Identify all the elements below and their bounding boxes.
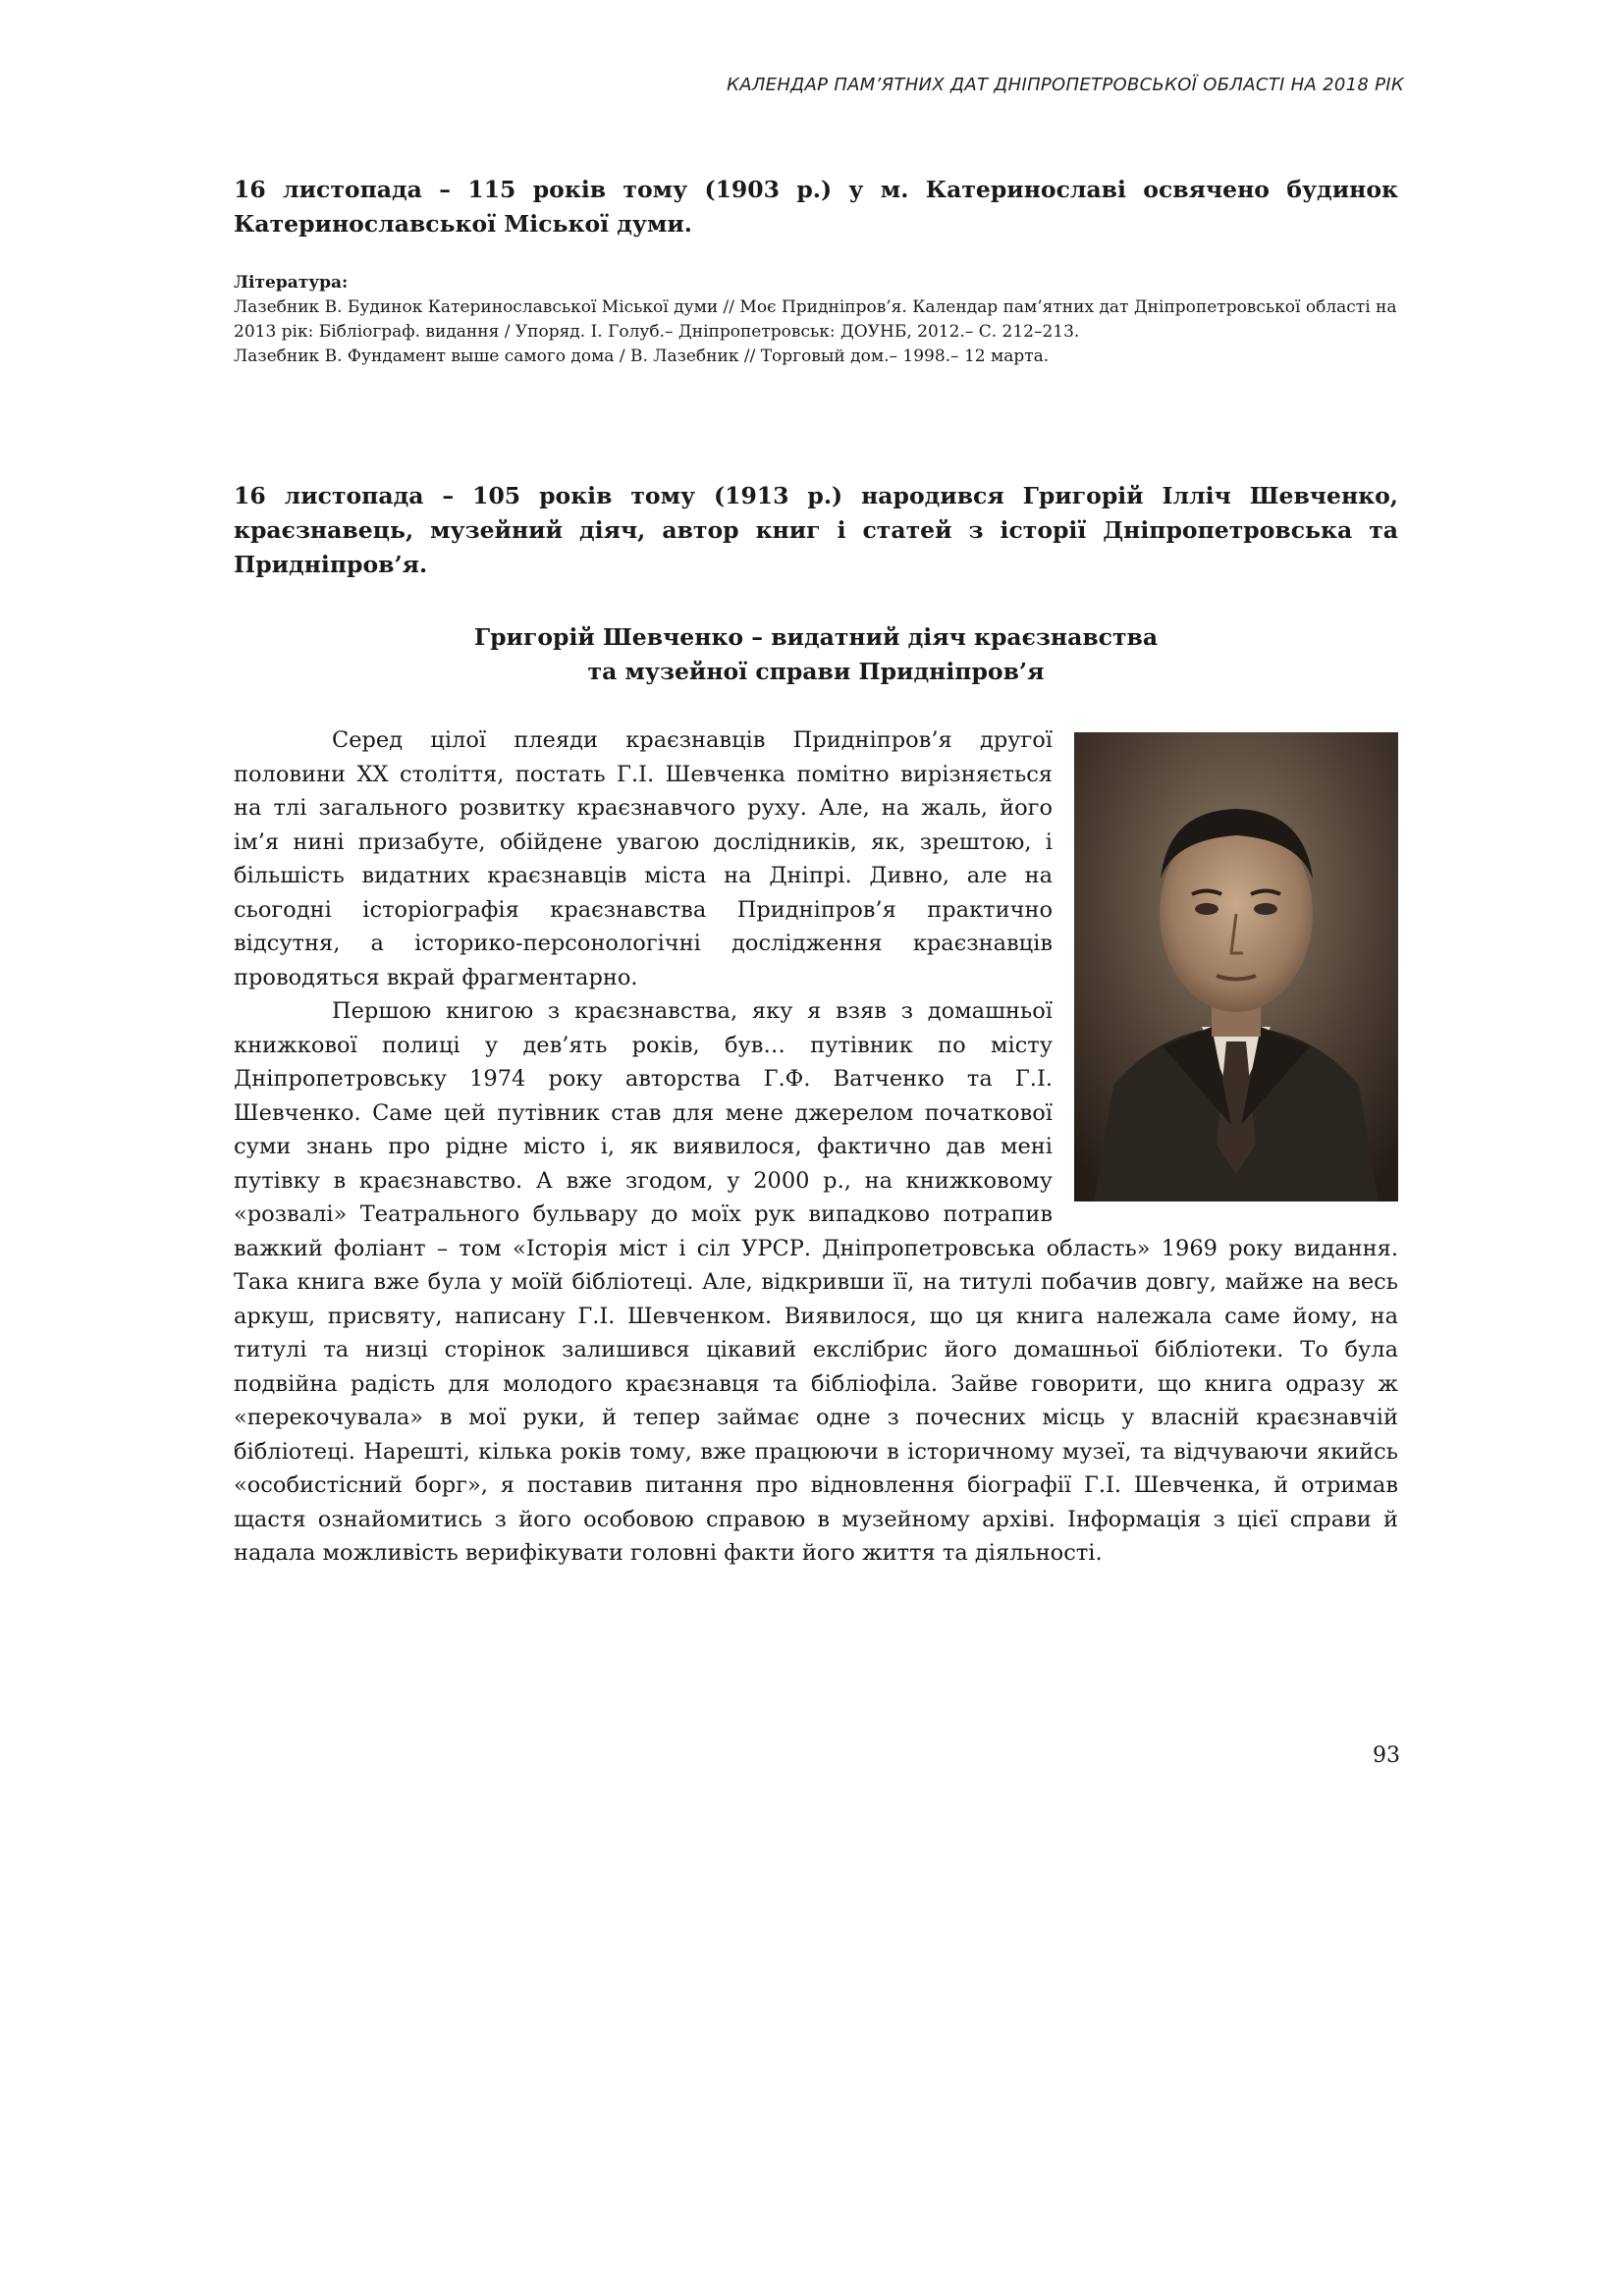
photo-wrap-spacer [1053,723,1398,1204]
literature-item: Лазебник В. Фундамент выше самого дома / В. Лазебник // Торговый дом.– 1998.– 12 марта. [234,347,1050,366]
article-paragraph: Серед цілої плеяди краєзнавців Придніпров’я другої половини ХХ століття, постать Г.І. Шевченка помітно вирізняється на тлі загального розвитку краєзнавчого руху. Але, на жаль, його ім’я нині призабуте, обійдене увагою дослідників, як, зрештою, і більшість видатних краєзнавців міста на Дніпрі. Дивно, але на сьогодні історіографія краєзнавства Придніпров’я практично відсутня, а історико-персонологічні дослідження краєзнавців проводяться вкрай фрагментарно. [234,727,1053,990]
running-header: КАЛЕНДАР ПАМ’ЯТНИХ ДАТ ДНІПРОПЕТРОВСЬКОЇ ОБЛАСТІ НА 2018 РІК [727,75,1404,95]
article-title-line: Григорій Шевченко – видатний діяч краєзнавства [473,623,1159,651]
article-title-line: та музейної справи Придніпров’я [587,658,1045,685]
page-number: 93 [1373,1743,1400,1768]
literature-label: Література: [234,273,349,293]
article-title [234,620,1398,689]
literature-item: Лазебник В. Будинок Катеринославської Міської думи // Моє Придніпров’я. Календар пам’ятних дат Дніпропетровської області на 2013 рік: Бібліограф. видання / Упоряд. І. Голуб.– Дніпропетровськ: ДОУНБ, 2012.– С. 212–213. [234,297,1397,342]
article-paragraph: Першою книгою з краєзнавства, яку я взяв з домашньої книжкової полиці у дев’ять років, був… путівник по місту Дніпропетровську 1974 року авторства Г.Ф. Ватченко та Г.І. Шевченко. Саме цей путівник став для мене джерелом початкової суми знань про рідне місто і, як виявилося, фактично дав мені путівку в краєзнавство. А вже згодом, у 2000 р., на книжковому «розвалі» Театрального бульвару до моїх рук випадково потрапив важкий фоліант – том «Історія міст і сіл УРСР. Дніпропетровська область» 1969 року видання. Така книга вже була у моїй бібліотеці. Але, відкривши її, на титулі побачив довгу, майже на весь аркуш, присвяту, написану Г.І. Шевченком. Виявилося, що ця книга належала саме йому, на титулі та низці сторінок залишився цікавий екслібрис його домашньої бібліотеки. То була подвійна радість для молодого краєзнавця та бібліофіла. Зайве говорити, що книга одразу ж «перекочувала» в мої руки, й тепер займає одне з почесних місць у власній краєзнавчій бібліотеці. Нарешті, кілька років тому, вже працюючи в історичному музеї, та відчуваючи якийсь «особистісний борг», я поставив питання про відновлення біографії Г.І. Шевченка, й отримав щастя ознайомитись з його особовою справою в музейному архіві. Інформація з цієї справи й надала можливість верифікувати головні факти його життя та діяльності. [234,998,1398,1566]
event-title-city-duma: 16 листопада – 115 років тому (1903 р.) у м. Катеринославі освячено будинок Катеринославської Міської думи. [234,176,1398,238]
event-title-shevchenko: 16 листопада – 105 років тому (1913 р.) народився Григорій Ілліч Шевченко, краєзнавець, музейний діяч, автор книг і статей з історії Дніпропетровська та Придніпров’я. [234,482,1398,578]
article-body [234,723,1398,1571]
literature-section [234,271,1398,369]
